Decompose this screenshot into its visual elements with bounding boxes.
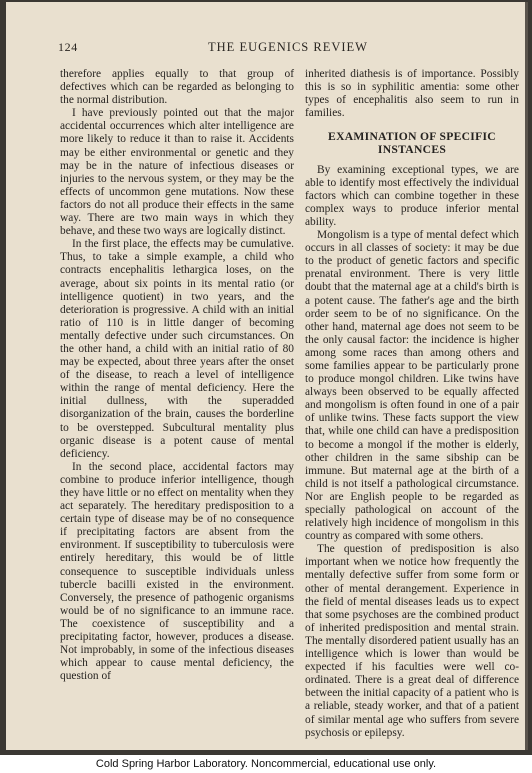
paragraph: Mongolism is a type of mental defect which occurs in all classes of society: it may be due to the product of genetic factors and specific prenatal environment. There is very little doubt that the maternal age at a child's birth is a potent cause. The father's age and the birth order seem to be of no significance. On the other hand, maternal age does not seem to be the only causal factor: the incidence is higher among some races than among others and some families appear to be particularly prone to produce mongol children. Like twins have always been observed to be equally affected and mongolism is often found in one of a pair of unlike twins. These facts support the view that, while one child can have a predisposition to become a mongol if the mother is elderly, other children in the same sibship can be immune. But maternal age at the birth of a child is not itself a pathological circumstance. Nor are English people to be regarded as specially pathological on account of the relatively high incidence of mongolism in this country as compared with some others. [305, 229, 519, 543]
paragraph: inherited diathesis is of importance. Possibly this is so in syphilitic amentia: some other types of encephalitis also seem to run in families. [305, 68, 519, 120]
left-column [60, 68, 294, 683]
page-header [58, 40, 518, 58]
section-heading: EXAMINATION OF SPECIFIC INSTANCES [328, 130, 496, 157]
book-page [6, 2, 528, 750]
right-column [305, 68, 519, 740]
paragraph: The question of predisposition is also important when we notice how frequently the mentally defective suffer from some form or other of mental derangement. Experience in the field of mental diseases leads us to expect that some psychoses are the combined product of inherited predisposition and mental strain. The mentally disordered patient usually has an intelligence which is lower than would be expected if his faculties were well co-ordinated. There is a great deal of difference between the initial capacity of a patient who is a reliable, steady worker, and that of a patient of similar mental age who suffers from severe psychosis or epilepsy. [305, 543, 519, 739]
paragraph: therefore applies equally to that group of defectives which can be regarded as belonging to the normal distribution. [60, 68, 294, 107]
paragraph: In the first place, the effects may be cumulative. Thus, to take a simple example, a child who contracts encephalitis lethargica loses, on the average, about six points in its mental ratio (or intelligence quotient) in two years, and the deterioration is progressive. A child with an initial ratio of 110 is in little danger of becoming mentally defective under such circumstances. On the other hand, a child with an initial ratio of 80 may be expected, about three years after the onset of the disease, to reach a level of intelligence within the range of mental deficiency. Here the initial dullness, with the superadded disorganization of the brain, causes the borderline to be overstepped. Subcultural mentality plus organic disease is a potent cause of mental deficiency. [60, 238, 294, 460]
paragraph: By examining exceptional types, we are able to identify most effectively the individual factors which can combine together in these complex ways to produce inferior mental ability. [305, 163, 519, 228]
page-number: 124 [58, 40, 78, 54]
paragraph: In the second place, accidental factors may combine to produce inferior intelligence, though they have little or no effect on mentality when they act separately. The hereditary predisposition to a certain type of disease may be of no consequence if precipitating factors are absent from the environment. If susceptibility to tuberculosis were entirely hereditary, this would be of little consequence to susceptible individuals unless tubercle bacilli existed in the environment. Conversely, the presence of pathogenic organisms would be of no significance to an immune race. The coexistence of susceptibility and a precipitating factor, however, produces a disease. Not improbably, in some of the infectious diseases which appear to cause mental deficiency, the question of [60, 460, 294, 683]
paragraph: I have previously pointed out that the major accidental occurrences which alter intelligence are more likely to reduce it than to raise it. Accidents may be either environmental or genetic and they may be in the nature of infectious diseases or injuries to the nervous system, or they may be the effects of uncommon gene mutations. Now these factors do not all produce their effects in the same way. There are two main ways in which they behave, and these two ways are logically distinct. [60, 107, 294, 238]
running-head: THE EUGENICS REVIEW [208, 40, 368, 54]
copyright-footer: Cold Spring Harbor Laboratory. Noncommercial, educational use only. [0, 756, 532, 773]
